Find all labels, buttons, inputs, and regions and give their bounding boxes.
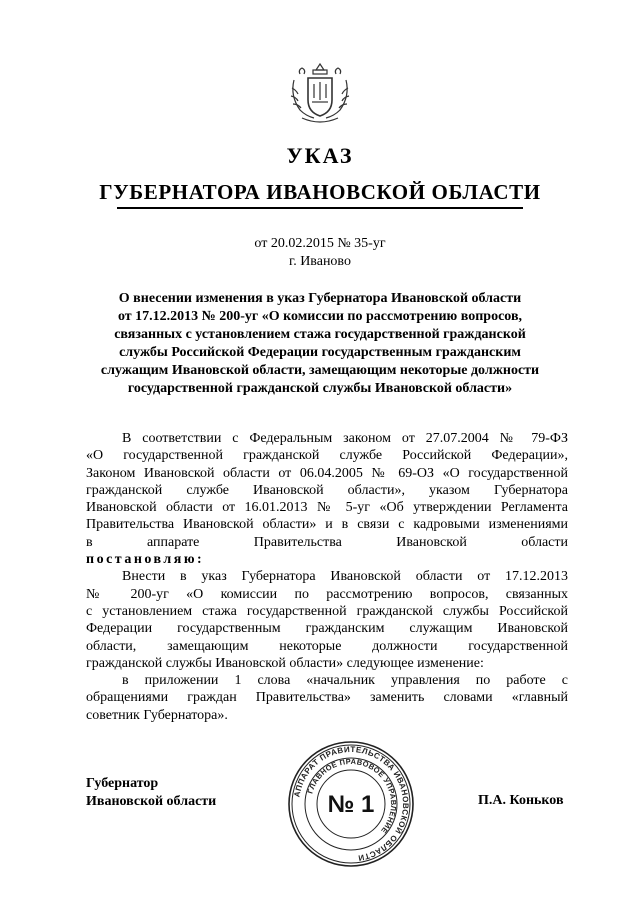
issuing-authority [0, 180, 640, 205]
coat-of-arms-icon [286, 60, 354, 128]
document-title [90, 290, 550, 398]
date-number: от 20.02.2015 № 35-уг [254, 236, 386, 251]
title-line: службы Российской Федерации государственным гражданским [119, 345, 521, 360]
body-line: № 200-уг «О комиссии по рассмотрению вопросов, связанных [86, 586, 568, 602]
official-stamp [287, 740, 415, 868]
body-line: «О государственной гражданской службе Российской Федерации», [86, 448, 568, 464]
body-line: в приложении 1 слова «начальник управления по работе с [122, 673, 568, 689]
body-line: Законом Ивановской области от 06.04.2005 № 69-ОЗ «О государственной [86, 465, 568, 481]
title-line: служащим Ивановской области, замещающим некоторые должности [100, 363, 540, 378]
body-line: обращениями граждан Правительства» заменить словами «главный [86, 690, 568, 706]
title-line: государственной гражданской службы Ивановской области» [127, 381, 513, 396]
body-line: Ивановской области от 16.01.2013 № 5-уг «Об утверждении Регламента [86, 500, 568, 516]
body-line: Внести в указ Губернатора Ивановской области от 17.12.2013 [122, 569, 568, 585]
body-line: гражданской службы Ивановской области» следующее изменение: [86, 655, 484, 671]
body-line: Федерации государственным гражданским служащим Ивановской [86, 621, 568, 637]
stamp-number: № 1 [327, 791, 375, 818]
title-line: О внесении изменения в указ Губернатора Ивановской области [118, 291, 522, 306]
body-line: гражданской службе Ивановской области», указом Губернатора [86, 482, 568, 498]
decree-word: постановляю: [86, 552, 205, 568]
body-line: с установлением стажа государственной гражданской службы Российской [86, 603, 568, 619]
stamp-outer-text: АППАРАТ ПРАВИТЕЛЬСТВА ИВАНОВСКОЙ ОБЛАСТИ [292, 744, 411, 863]
body-line: Правительства Ивановской области» и в связи с кадровыми изменениями [86, 517, 568, 533]
signatory-position [86, 775, 216, 811]
signatory-name: П.А. Коньков [478, 793, 564, 808]
title-line: связанных с установлением стажа государственной гражданской [114, 327, 526, 342]
document-type: УКАЗ [286, 143, 354, 168]
position-line: Губернатор [86, 776, 159, 791]
issuing-authority-text: ГУБЕРНАТОРА ИВАНОВСКОЙ ОБЛАСТИ [99, 180, 541, 204]
stamp-inner-text: ГЛАВНОЕ ПРАВОВОЕ УПРАВЛЕНИЕ [305, 756, 399, 836]
body-line: в аппарате Правительства Ивановской области [86, 534, 568, 550]
body-line: В соответствии с Федеральным законом от 27.07.2004 № 79-ФЗ [122, 431, 568, 446]
authority-underline [117, 207, 523, 209]
title-line: от 17.12.2013 № 200-уг «О комиссии по рассмотрению вопросов, [117, 309, 523, 324]
preamble-paragraph [86, 430, 568, 724]
body-line: области, замещающим некоторые должности государственной [86, 638, 568, 654]
position-line: Ивановской области [86, 794, 217, 809]
body-line: советник Губернатора». [86, 707, 228, 723]
city: г. Иваново [289, 254, 351, 269]
